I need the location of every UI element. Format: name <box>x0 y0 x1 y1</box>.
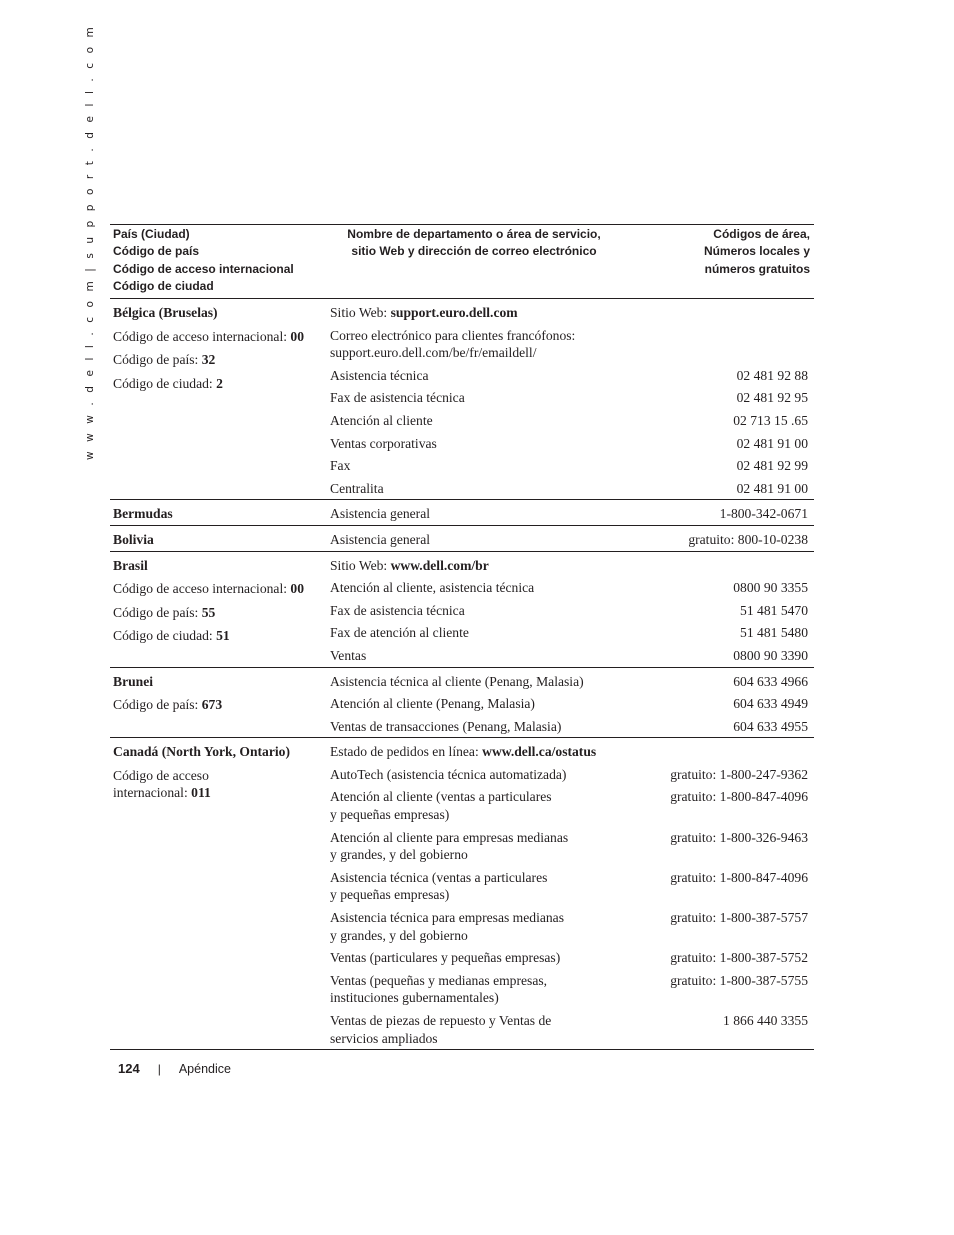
code-label: Código de país: <box>113 352 202 368</box>
phone-number: 0800 90 3390 <box>733 647 808 663</box>
code-label: Código de acceso <box>113 767 209 783</box>
header-col-country <box>113 226 294 295</box>
country-group <box>110 526 814 552</box>
service-text-cont: servicios ampliados <box>330 1030 438 1046</box>
service-row <box>330 531 814 549</box>
service-row <box>330 457 814 475</box>
service-list <box>330 500 814 523</box>
service-text: Atención al cliente para empresas medianas <box>330 829 569 845</box>
footer-section: Apéndice <box>178 1061 231 1076</box>
service-text: Atención al cliente <box>330 412 433 428</box>
service-name <box>330 624 650 642</box>
country-cell <box>110 668 330 736</box>
phone-number: gratuito: 1-800-387-5757 <box>670 910 808 926</box>
service-row <box>330 435 814 453</box>
dialing-code <box>113 767 330 802</box>
service-name <box>330 602 650 620</box>
country-name: Canadá (North York, Ontario) <box>113 744 290 760</box>
table-header <box>110 224 814 299</box>
service-text: Ventas corporativas <box>330 435 437 451</box>
service-row <box>330 327 814 362</box>
country-name: Bolivia <box>113 531 154 547</box>
phone-number <box>650 304 814 322</box>
header-line: Código de ciudad <box>113 278 214 293</box>
code-value: 51 <box>216 628 230 644</box>
service-list <box>330 668 814 736</box>
service-row <box>330 788 814 823</box>
service-text: Sitio Web: <box>330 305 391 320</box>
service-name <box>330 909 650 944</box>
header-line: Código de acceso internacional <box>113 261 294 276</box>
phone-number: 02 481 92 95 <box>736 390 808 406</box>
service-text: Ventas (particulares y pequeñas empresas) <box>330 950 561 966</box>
service-list <box>330 738 814 1047</box>
service-url: www.dell.com/br <box>390 557 489 573</box>
service-text: Asistencia general <box>330 531 431 547</box>
country-group <box>110 668 814 739</box>
service-text-cont: y grandes, y del gobierno <box>330 927 468 943</box>
service-row <box>330 949 814 967</box>
code-label: Código de ciudad: <box>113 628 217 644</box>
service-name <box>330 389 650 407</box>
service-text: Fax de asistencia técnica <box>330 602 465 618</box>
phone-number: 02 481 91 00 <box>736 480 808 496</box>
header-col-numbers <box>704 226 810 278</box>
service-name <box>330 766 650 784</box>
service-text: Estado de pedidos en línea: <box>330 744 483 760</box>
service-text: Asistencia general <box>330 506 431 522</box>
phone-number: 51 481 5470 <box>740 602 808 618</box>
country-cell <box>110 738 330 1047</box>
phone-number: 604 633 4955 <box>733 718 808 734</box>
dialing-code <box>113 351 330 369</box>
service-text: Sitio Web: <box>330 557 391 573</box>
phone-number: 1-800-342-0671 <box>719 506 808 522</box>
service-name <box>330 972 650 1007</box>
phone-number: gratuito: 1-800-387-5755 <box>670 972 808 988</box>
code-value: 673 <box>201 697 223 713</box>
service-text: Centralita <box>330 480 384 496</box>
service-text: Asistencia técnica para empresas medianas <box>330 910 565 926</box>
service-text: Fax de asistencia técnica <box>330 390 465 406</box>
service-name <box>330 718 650 736</box>
service-text: Ventas (pequeñas y medianas empresas, <box>330 972 548 988</box>
dialing-code <box>113 580 330 598</box>
service-text: Ventas de piezas de repuesto y Ventas de <box>330 1013 552 1028</box>
country-group <box>110 500 814 526</box>
service-name <box>330 304 650 322</box>
phone-number <box>650 327 814 362</box>
header-line: Nombre de departamento o área de servicio, <box>347 227 601 241</box>
country-name: Brasil <box>113 557 148 573</box>
service-row <box>330 304 814 322</box>
phone-number: 02 481 91 00 <box>736 435 808 451</box>
service-name <box>330 869 650 904</box>
country-group <box>110 299 814 500</box>
dialing-code <box>113 375 330 393</box>
code-value: 011 <box>191 785 211 801</box>
code-value: 2 <box>216 375 223 391</box>
service-name <box>330 412 650 430</box>
header-line: sitio Web y dirección de correo electrónico <box>351 244 597 259</box>
phone-number: 02 481 92 88 <box>736 367 808 383</box>
service-url: www.dell.ca/ostatus <box>482 744 597 760</box>
service-text: Ventas de transacciones (Penang, Malasia) <box>330 718 562 734</box>
sidebar-url: w w w . d e l l . c o m | s u p p o r t . d e l l . c o m <box>84 24 96 460</box>
header-line: Códigos de área, <box>713 227 810 241</box>
country-cell <box>110 299 330 497</box>
service-row <box>330 909 814 944</box>
phone-number: 02 481 92 99 <box>736 458 808 474</box>
contact-table <box>110 224 814 1050</box>
country-name: Brunei <box>113 673 154 689</box>
phone-number: gratuito: 1-800-326-9463 <box>670 829 808 845</box>
service-name <box>330 647 650 665</box>
code-label: Código de país: <box>113 604 202 620</box>
service-name <box>330 435 650 453</box>
page-footer <box>118 1061 231 1076</box>
phone-number: 604 633 4949 <box>733 696 808 712</box>
service-row <box>330 624 814 642</box>
service-url: support.euro.dell.com <box>390 305 518 320</box>
service-name <box>330 480 650 498</box>
service-row <box>330 869 814 904</box>
country-group <box>110 552 814 668</box>
service-row <box>330 829 814 864</box>
service-text: Fax de atención al cliente <box>330 625 469 641</box>
service-row <box>330 367 814 385</box>
service-text: Atención al cliente (Penang, Malasia) <box>330 696 535 712</box>
header-line: Números locales y <box>703 244 810 259</box>
service-name <box>330 457 650 475</box>
service-text: AutoTech (asistencia técnica automatizada) <box>330 766 567 782</box>
service-name <box>330 327 650 362</box>
table-body <box>110 299 814 1050</box>
country-cell <box>110 526 330 549</box>
service-row <box>330 647 814 665</box>
dialing-code <box>113 328 330 346</box>
service-text: Fax <box>330 458 351 474</box>
service-name <box>330 695 650 713</box>
header-line: Código de país <box>113 244 200 259</box>
phone-number: 51 481 5480 <box>740 625 808 641</box>
service-list <box>330 526 814 549</box>
phone-number: 604 633 4966 <box>733 673 808 689</box>
dialing-code <box>113 627 330 645</box>
dialing-code <box>113 604 330 622</box>
code-label: Código de país: <box>113 697 202 713</box>
phone-number <box>650 743 814 761</box>
service-row <box>330 695 814 713</box>
phone-number: 1 866 440 3355 <box>723 1013 808 1028</box>
code-value: 55 <box>201 604 216 620</box>
service-name <box>330 743 650 761</box>
phone-number: gratuito: 1-800-387-5752 <box>670 950 808 966</box>
service-name <box>330 829 650 864</box>
service-row <box>330 602 814 620</box>
code-value: 00 <box>290 581 305 597</box>
phone-number: 02 713 15 .65 <box>733 412 808 428</box>
service-row <box>330 1012 814 1047</box>
country-name: Bermudas <box>113 506 173 522</box>
service-row <box>330 718 814 736</box>
service-text: Correo electrónico para clientes francófonos: <box>330 327 576 343</box>
code-label: Código de acceso internacional: <box>113 581 291 597</box>
phone-number: gratuito: 800-10-0238 <box>688 531 808 547</box>
service-text: Ventas <box>330 647 367 663</box>
code-label: internacional: <box>113 785 192 801</box>
service-text-cont: y pequeñas empresas) <box>330 887 450 903</box>
service-text: Asistencia técnica (ventas a particulares <box>330 869 548 885</box>
footer-separator: | <box>157 1061 161 1076</box>
country-cell <box>110 500 330 523</box>
service-row <box>330 389 814 407</box>
service-text-cont: y pequeñas empresas) <box>330 807 450 823</box>
service-name <box>330 949 650 967</box>
service-list <box>330 299 814 497</box>
country-group <box>110 738 814 1050</box>
service-row <box>330 505 814 523</box>
service-row <box>330 743 814 761</box>
service-row <box>330 972 814 1007</box>
service-name <box>330 557 650 575</box>
service-row <box>330 557 814 575</box>
code-value: 00 <box>290 328 305 344</box>
header-line: números gratuitos <box>704 261 810 276</box>
service-name <box>330 788 650 823</box>
service-row <box>330 480 814 498</box>
header-line: País (Ciudad) <box>113 227 190 241</box>
service-text: Atención al cliente (ventas a particulares <box>330 789 552 805</box>
country-cell <box>110 552 330 665</box>
header-col-service <box>328 226 620 261</box>
service-text: Atención al cliente, asistencia técnica <box>330 580 535 596</box>
code-label: Código de ciudad: <box>113 375 217 391</box>
dialing-code <box>113 696 330 714</box>
service-name <box>330 673 650 691</box>
phone-number <box>650 557 814 575</box>
code-value: 32 <box>201 352 216 368</box>
phone-number: gratuito: 1-800-847-4096 <box>670 789 808 805</box>
phone-number: gratuito: 1-800-847-4096 <box>670 869 808 885</box>
service-text: Asistencia técnica al cliente (Penang, Malasia) <box>330 673 584 689</box>
phone-number: gratuito: 1-800-247-9362 <box>670 766 808 782</box>
service-text-cont: y grandes, y del gobierno <box>330 847 468 863</box>
service-name <box>330 505 650 523</box>
country-name: Bélgica (Bruselas) <box>113 305 218 320</box>
service-name <box>330 367 650 385</box>
page-number: 124 <box>118 1061 140 1076</box>
service-row <box>330 579 814 597</box>
service-row <box>330 673 814 691</box>
service-text-cont: support.euro.dell.com/be/fr/emaildell/ <box>330 345 537 361</box>
service-row <box>330 412 814 430</box>
service-name <box>330 531 650 549</box>
phone-number: 0800 90 3355 <box>733 580 808 596</box>
service-name <box>330 1012 650 1047</box>
service-list <box>330 552 814 665</box>
service-text: Asistencia técnica <box>330 367 429 383</box>
service-text-cont: instituciones gubernamentales) <box>330 990 499 1006</box>
code-label: Código de acceso internacional: <box>113 328 291 344</box>
service-name <box>330 579 650 597</box>
service-row <box>330 766 814 784</box>
